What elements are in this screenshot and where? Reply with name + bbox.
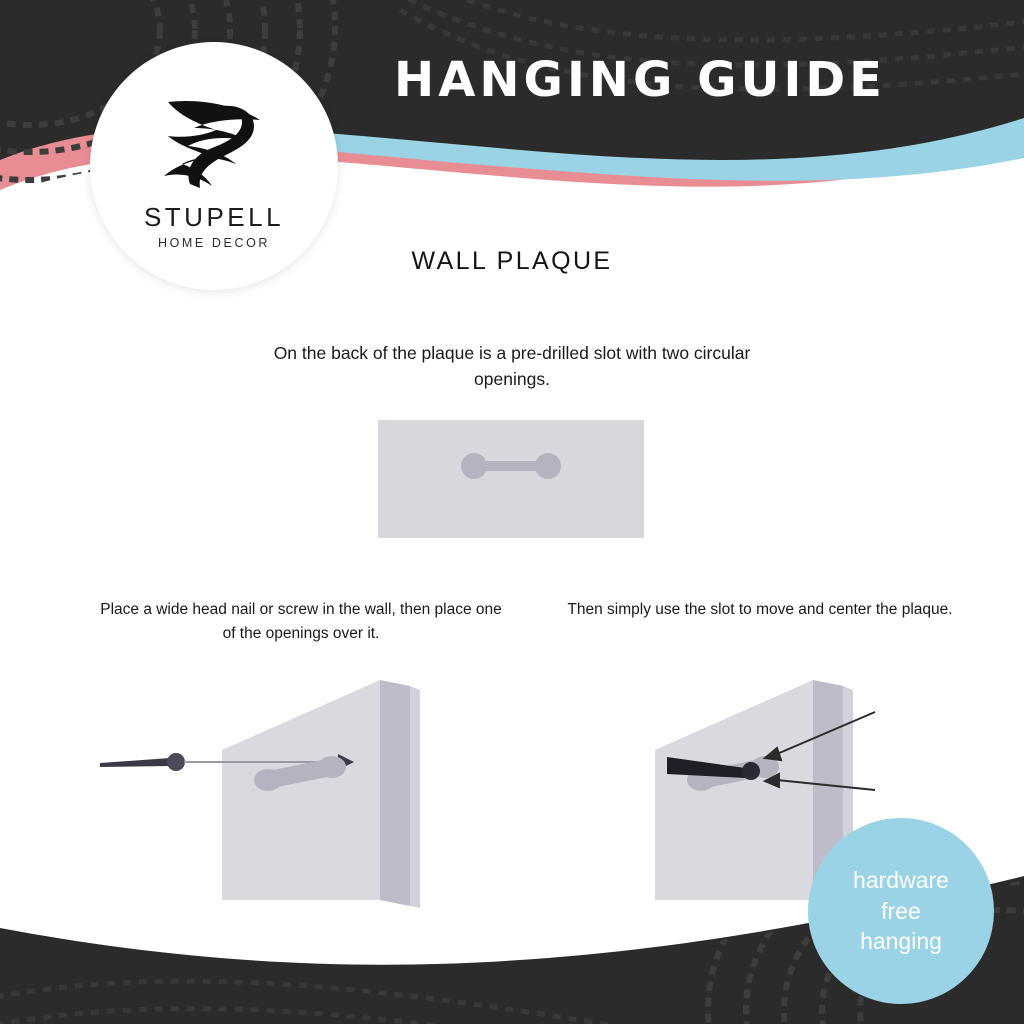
step-2-text: Place a wide head nail or screw in the wall, then place one of the openings over it.	[100, 601, 502, 643]
page-subtitle: WALL PLAQUE	[411, 247, 613, 275]
page-title: HANGING GUIDE	[394, 52, 886, 108]
stupell-swoosh-logo-icon	[154, 88, 274, 198]
hardware-free-hanging-badge	[808, 818, 994, 1004]
step-1-text: On the back of the plaque is a pre-drilled slot with two circular openings.	[273, 343, 751, 390]
plaque-back-with-slot-illustration	[378, 420, 644, 538]
badge-line-3: hanging	[860, 928, 942, 955]
nail-into-wall-illustration	[80, 650, 500, 920]
nail-icon	[100, 753, 185, 771]
badge-line-1: hardware	[853, 867, 949, 894]
badge-line-2: free	[881, 897, 921, 924]
step-3-text: Then simply use the slot to move and center the plaque.	[567, 601, 953, 618]
brand-subtitle: HOME DECOR	[157, 236, 271, 250]
brand-name: STUPELL	[143, 202, 285, 232]
brand-logo-badge	[90, 42, 338, 290]
